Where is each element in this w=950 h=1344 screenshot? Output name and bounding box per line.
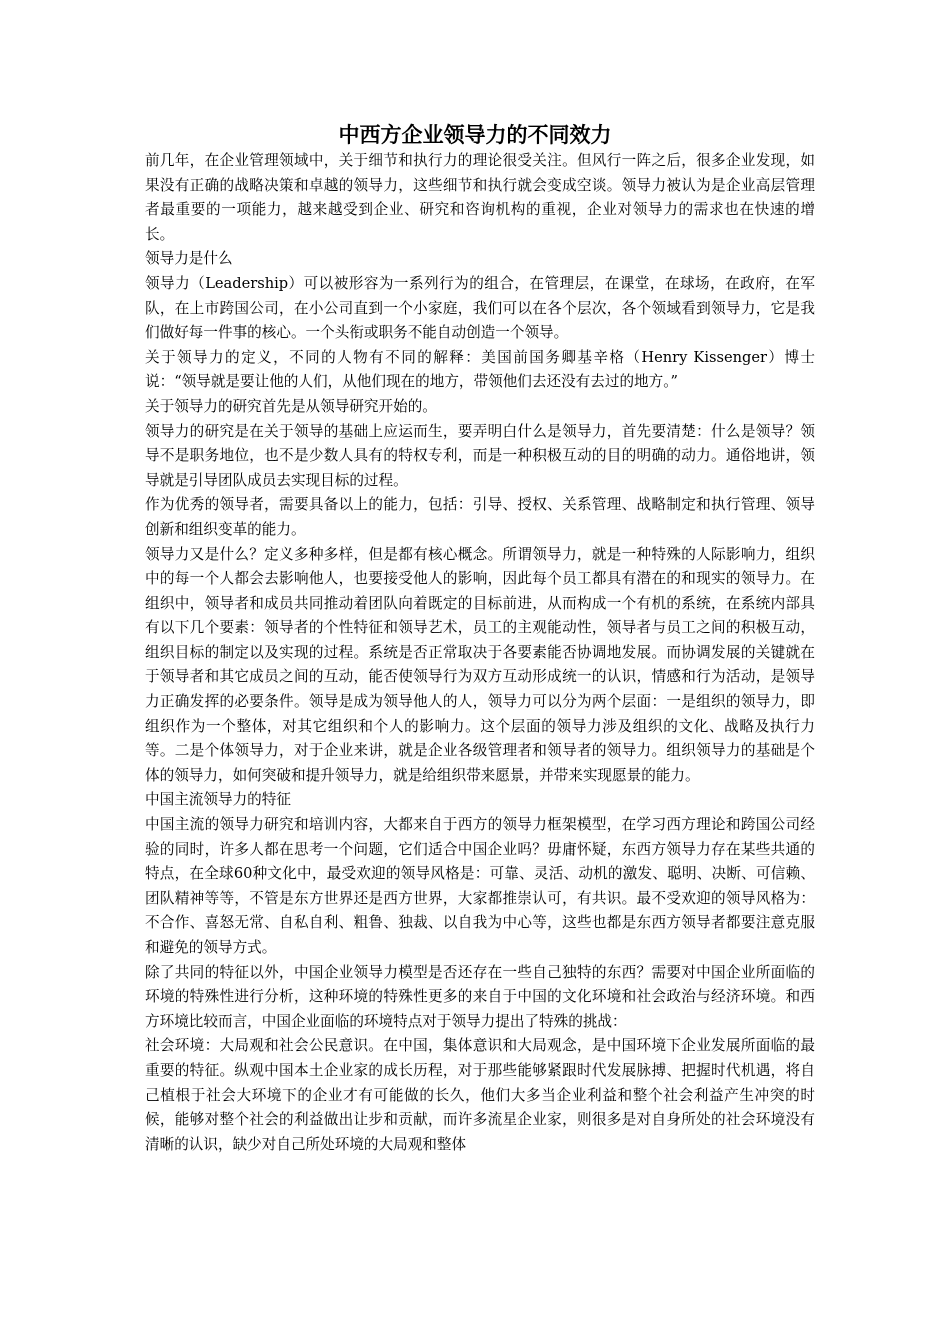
paragraph-social-environment: 社会环境：大局观和社会公民意识。在中国，集体意识和大局观念，是中国环境下企业发展所面临的最重要的特征。纵观中国本土企业家的成长历程，对于那些能够紧跟时代发展脉搏、把握时代机遇，将自己植根于社会大环境下的企业才有可能做的长久，他们大多当企业利益和整个社会利益产生冲突的时候，能够对整个社会的利益做出让步和贡献，而许多流星企业家，则很多是对自身所处的社会环境没有清晰的认识，缺少对自己所处环境的大局观和整体 [145, 1037, 815, 1153]
paragraph-research-origin: 关于领导力的研究首先是从领导研究开始的。 [145, 397, 437, 415]
paragraph-kissinger-quote: 关于领导力的定义，不同的人物有不同的解释：美国前国务卿基辛格（Henry Kissenger）博士说：“领导就是要让他的人们，从他们现在的地方，带领他们去还没有去过的地方。” [145, 348, 815, 391]
paragraph-what-is-leader: 领导力的研究是在关于领导的基础上应运而生，要弄明白什么是领导力，首先要清楚：什么是领导？领导不是职务地位，也不是少数人具有的特权专利，而是一种积极互动的目的明确的动力。通俗地讲，领导就是引导团队成员去实现目标的过程。 [145, 422, 815, 489]
document-title: 中西方企业领导力的不同效力 [338, 122, 612, 147]
section-heading-chinese-leadership: 中国主流领导力的特征 [145, 791, 291, 809]
paragraph-chinese-mainstream: 中国主流的领导力研究和培训内容，大都来自于西方的领导力框架模型，在学习西方理论和跨国公司经验的同时，许多人都在思考一个问题，它们适合中国企业吗？毋庸怀疑，东西方领导力存在某些共通的特点，在全球60种文化中，最受欢迎的领导风格是：可靠、灵活、动机的激发、聪明、决断、可信赖、团队精神等等，不管是东方世界还是西方世界，大家都推崇认可，有共识。最不受欢迎的领导风格为：不合作、喜怒无常、自私自利、粗鲁、独裁、以自我为中心等，这些也都是东西方领导者都要注意克服和避免的领导方式。 [145, 816, 815, 956]
document-body [145, 149, 815, 1157]
paragraph-leadership-definition: 领导力（Leadership）可以被形容为一系列行为的组合，在管理层，在课堂，在球场，在政府，在军队，在上市跨国公司，在小公司直到一个小家庭，我们可以在各个层次，各个领域看到领导力，它是我们做好每一件事的核心。一个头衔或职务不能自动创造一个领导。 [145, 274, 815, 342]
section-heading-what-is-leadership: 领导力是什么 [145, 250, 233, 268]
paragraph-unique-features: 除了共同的特征以外，中国企业领导力模型是否还存在一些自己独特的东西？需要对中国企业所面临的环境的特殊性进行分析，这种环境的特殊性更多的来自于中国的文化环境和社会政治与经济环境。和西方环境比较而言，中国企业面临的环境特点对于领导力提出了特殊的挑战： [145, 963, 815, 1030]
paragraph-leadership-concept: 领导力又是什么？定义多种多样，但是都有核心概念。所谓领导力，就是一种特殊的人际影响力，组织中的每一个人都会去影响他人，也要接受他人的影响，因此每个员工都具有潜在的和现实的领导力。在组织中，领导者和成员共同推动着团队向着既定的目标前进，从而构成一个有机的系统，在系统内部具有以下几个要素：领导者的个性特征和领导艺术，员工的主观能动性，领导者与员工之间的积极互动，组织目标的制定以及实现的过程。系统是否正常取决于各要素能否协调地发展。而协调发展的关键就在于领导者和其它成员之间的互动，能否使领导行为双方互动形成统一的认识，情感和行为活动，是领导力正确发挥的必要条件。领导是成为领导他人的人，领导力可以分为两个层面：一是组织的领导力，即组织作为一个整体，对其它组织和个人的影响力。这个层面的领导力涉及组织的文化、战略及执行力等。二是个体领导力，对于企业来讲，就是企业各级管理者和领导者的领导力。组织领导力的基础是个体的领导力，如何突破和提升领导力，就是给组织带来愿景，并带来实现愿景的能力。 [145, 545, 815, 784]
paragraph-intro: 前几年，在企业管理领域中，关于细节和执行力的理论很受关注。但风行一阵之后，很多企业发现，如果没有正确的战略决策和卓越的领导力，这些细节和执行就会变成空谈。领导力被认为是企业高层管理者最重要的一项能力，越来越受到企业、研究和咨询机构的重视，企业对领导力的需求也在快速的增长。 [145, 152, 815, 243]
paragraph-leader-abilities: 作为优秀的领导者，需要具备以上的能力，包括：引导、授权、关系管理、战略制定和执行管理、领导创新和组织变革的能力。 [145, 496, 815, 538]
